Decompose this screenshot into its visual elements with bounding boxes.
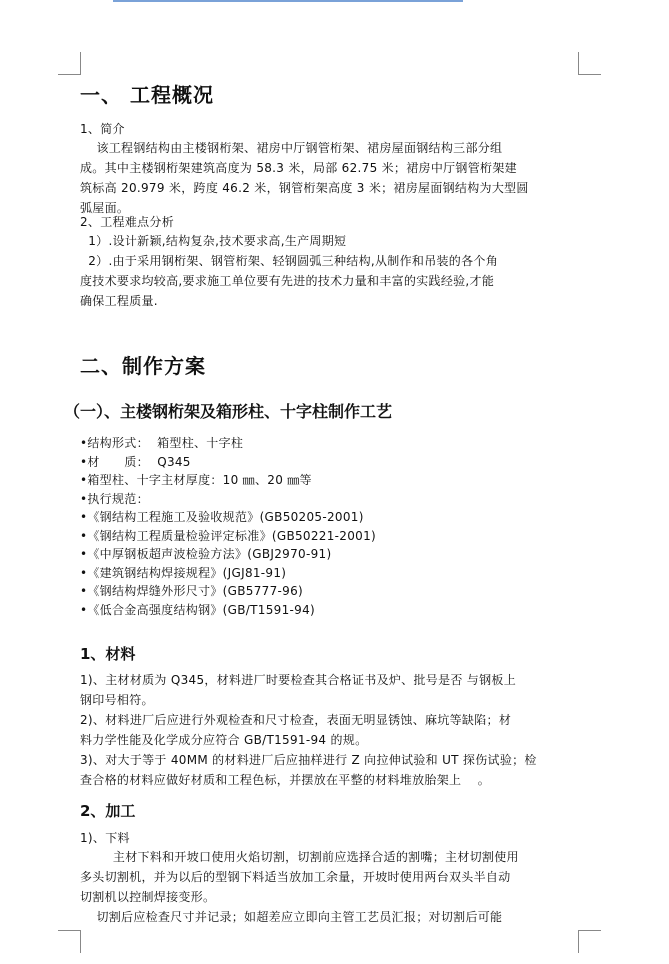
difficulty-paragraph — [80, 231, 498, 311]
crop-mark-top-right — [578, 52, 601, 75]
intro-title: 1、简介 — [80, 122, 125, 136]
paragraph-line: 1)、主材材质为 Q345，材料进厂时要检查其合格证书及炉、批号是否 与钢板上 — [80, 673, 516, 687]
paragraph-line: 主材下料和开坡口使用火焰切割，切割前应选择合适的割嘴；主材切割使用 — [80, 850, 519, 864]
list-item: •材 质： Q345 — [80, 454, 191, 469]
list-item: •《钢结构焊缝外形尺寸》(GB5777-96) — [80, 584, 304, 598]
list-item: •结构形式： 箱型柱、十字柱 — [80, 436, 244, 450]
paragraph-line: 2)、材料进厂后应进行外观检查和尺寸检查，表面无明显锈蚀、麻坑等缺陷；材 — [80, 713, 512, 727]
difficulty-title: 2、工程难点分析 — [80, 215, 175, 229]
paragraph-line: 度技术要求均较高,要求施工单位要有先进的技术力量和丰富的实践经验,才能 — [80, 274, 495, 288]
intro-paragraph — [80, 138, 529, 218]
paragraph-line: 筑标高 20.979 米，跨度 46.2 米，钢管桁架高度 3 米；裙房屋面钢结构为大型圆 — [80, 181, 529, 195]
subsection-heading: （一）、主楼钢桁架及箱形柱、十字柱制作工艺 — [64, 402, 393, 421]
processing-heading: 2、加工 — [80, 802, 136, 820]
paragraph-line: 多头切割机，并为以后的型钢下料适当放加工余量，开坡时使用两台双头半自动 — [80, 870, 511, 884]
processing-title: 1)、下料 — [80, 831, 130, 845]
paragraph-line: 1）.设计新颖,结构复杂,技术要求高,生产周期短 — [80, 234, 347, 248]
list-item: •执行规范： — [80, 491, 149, 506]
paragraph-line: 成。其中主楼钢桁架建筑高度为 58.3 米，局部 62.75 米；裙房中厅钢管桁架建 — [80, 161, 517, 175]
list-item: •《钢结构工程施工及验收规范》(GB50205-2001) — [80, 510, 364, 524]
list-item: •箱型柱、十字主材厚度：10 ㎜、20 ㎜等 — [80, 473, 312, 487]
paragraph-line: 确保工程质量. — [80, 294, 158, 308]
section-2-heading: 二、制作方案 — [80, 354, 206, 378]
paragraph-line: 弧屋面。 — [80, 201, 130, 215]
crop-mark-top-left — [58, 52, 81, 75]
top-accent-bar — [113, 0, 463, 2]
paragraph-line: 钢印号相符。 — [80, 693, 154, 707]
paragraph-line: 2）.由于采用钢桁架、钢管桁架、轻钢圆弧三种结构,从制作和吊装的各个角 — [80, 254, 498, 268]
processing-paragraph — [80, 847, 519, 927]
paragraph-line: 查合格的材料应做好材质和工程色标，并摆放在平整的材料堆放胎架上 。 — [80, 773, 491, 787]
spec-list — [80, 434, 376, 619]
section-1-heading: 一、 工程概况 — [80, 83, 214, 107]
list-item: •《中厚钢板超声波检验方法》(GBJ2970-91) — [80, 547, 332, 561]
paragraph-line: 切割机以控制焊接变形。 — [80, 890, 216, 904]
list-item: •《低合金高强度结构钢》(GB/T1591-94) — [80, 602, 315, 617]
paragraph-line: 料力学性能及化学成分应符合 GB/T1591-94 的规。 — [80, 733, 368, 747]
crop-mark-bottom-left — [58, 930, 81, 953]
paragraph-line: 3)、对大于等于 40MM 的材料进厂后应抽样进行 Z 向拉伸试验和 UT 探伤试验；检 — [80, 753, 537, 767]
paragraph-line: 该工程钢结构由主楼钢桁架、裙房中厅钢管桁架、裙房屋面钢结构三部分组 — [80, 141, 503, 155]
list-item: •《钢结构工程质量检验评定标准》(GB50221-2001) — [80, 528, 377, 543]
materials-paragraph — [80, 670, 537, 790]
list-item: •《建筑钢结构焊接规程》(JGJ81-91) — [80, 565, 287, 580]
materials-heading: 1、材料 — [80, 645, 136, 663]
paragraph-line: 切割后应检查尺寸并记录；如超差应立即向主管工艺员汇报；对切割后可能 — [80, 910, 503, 924]
crop-mark-bottom-right — [578, 930, 601, 953]
